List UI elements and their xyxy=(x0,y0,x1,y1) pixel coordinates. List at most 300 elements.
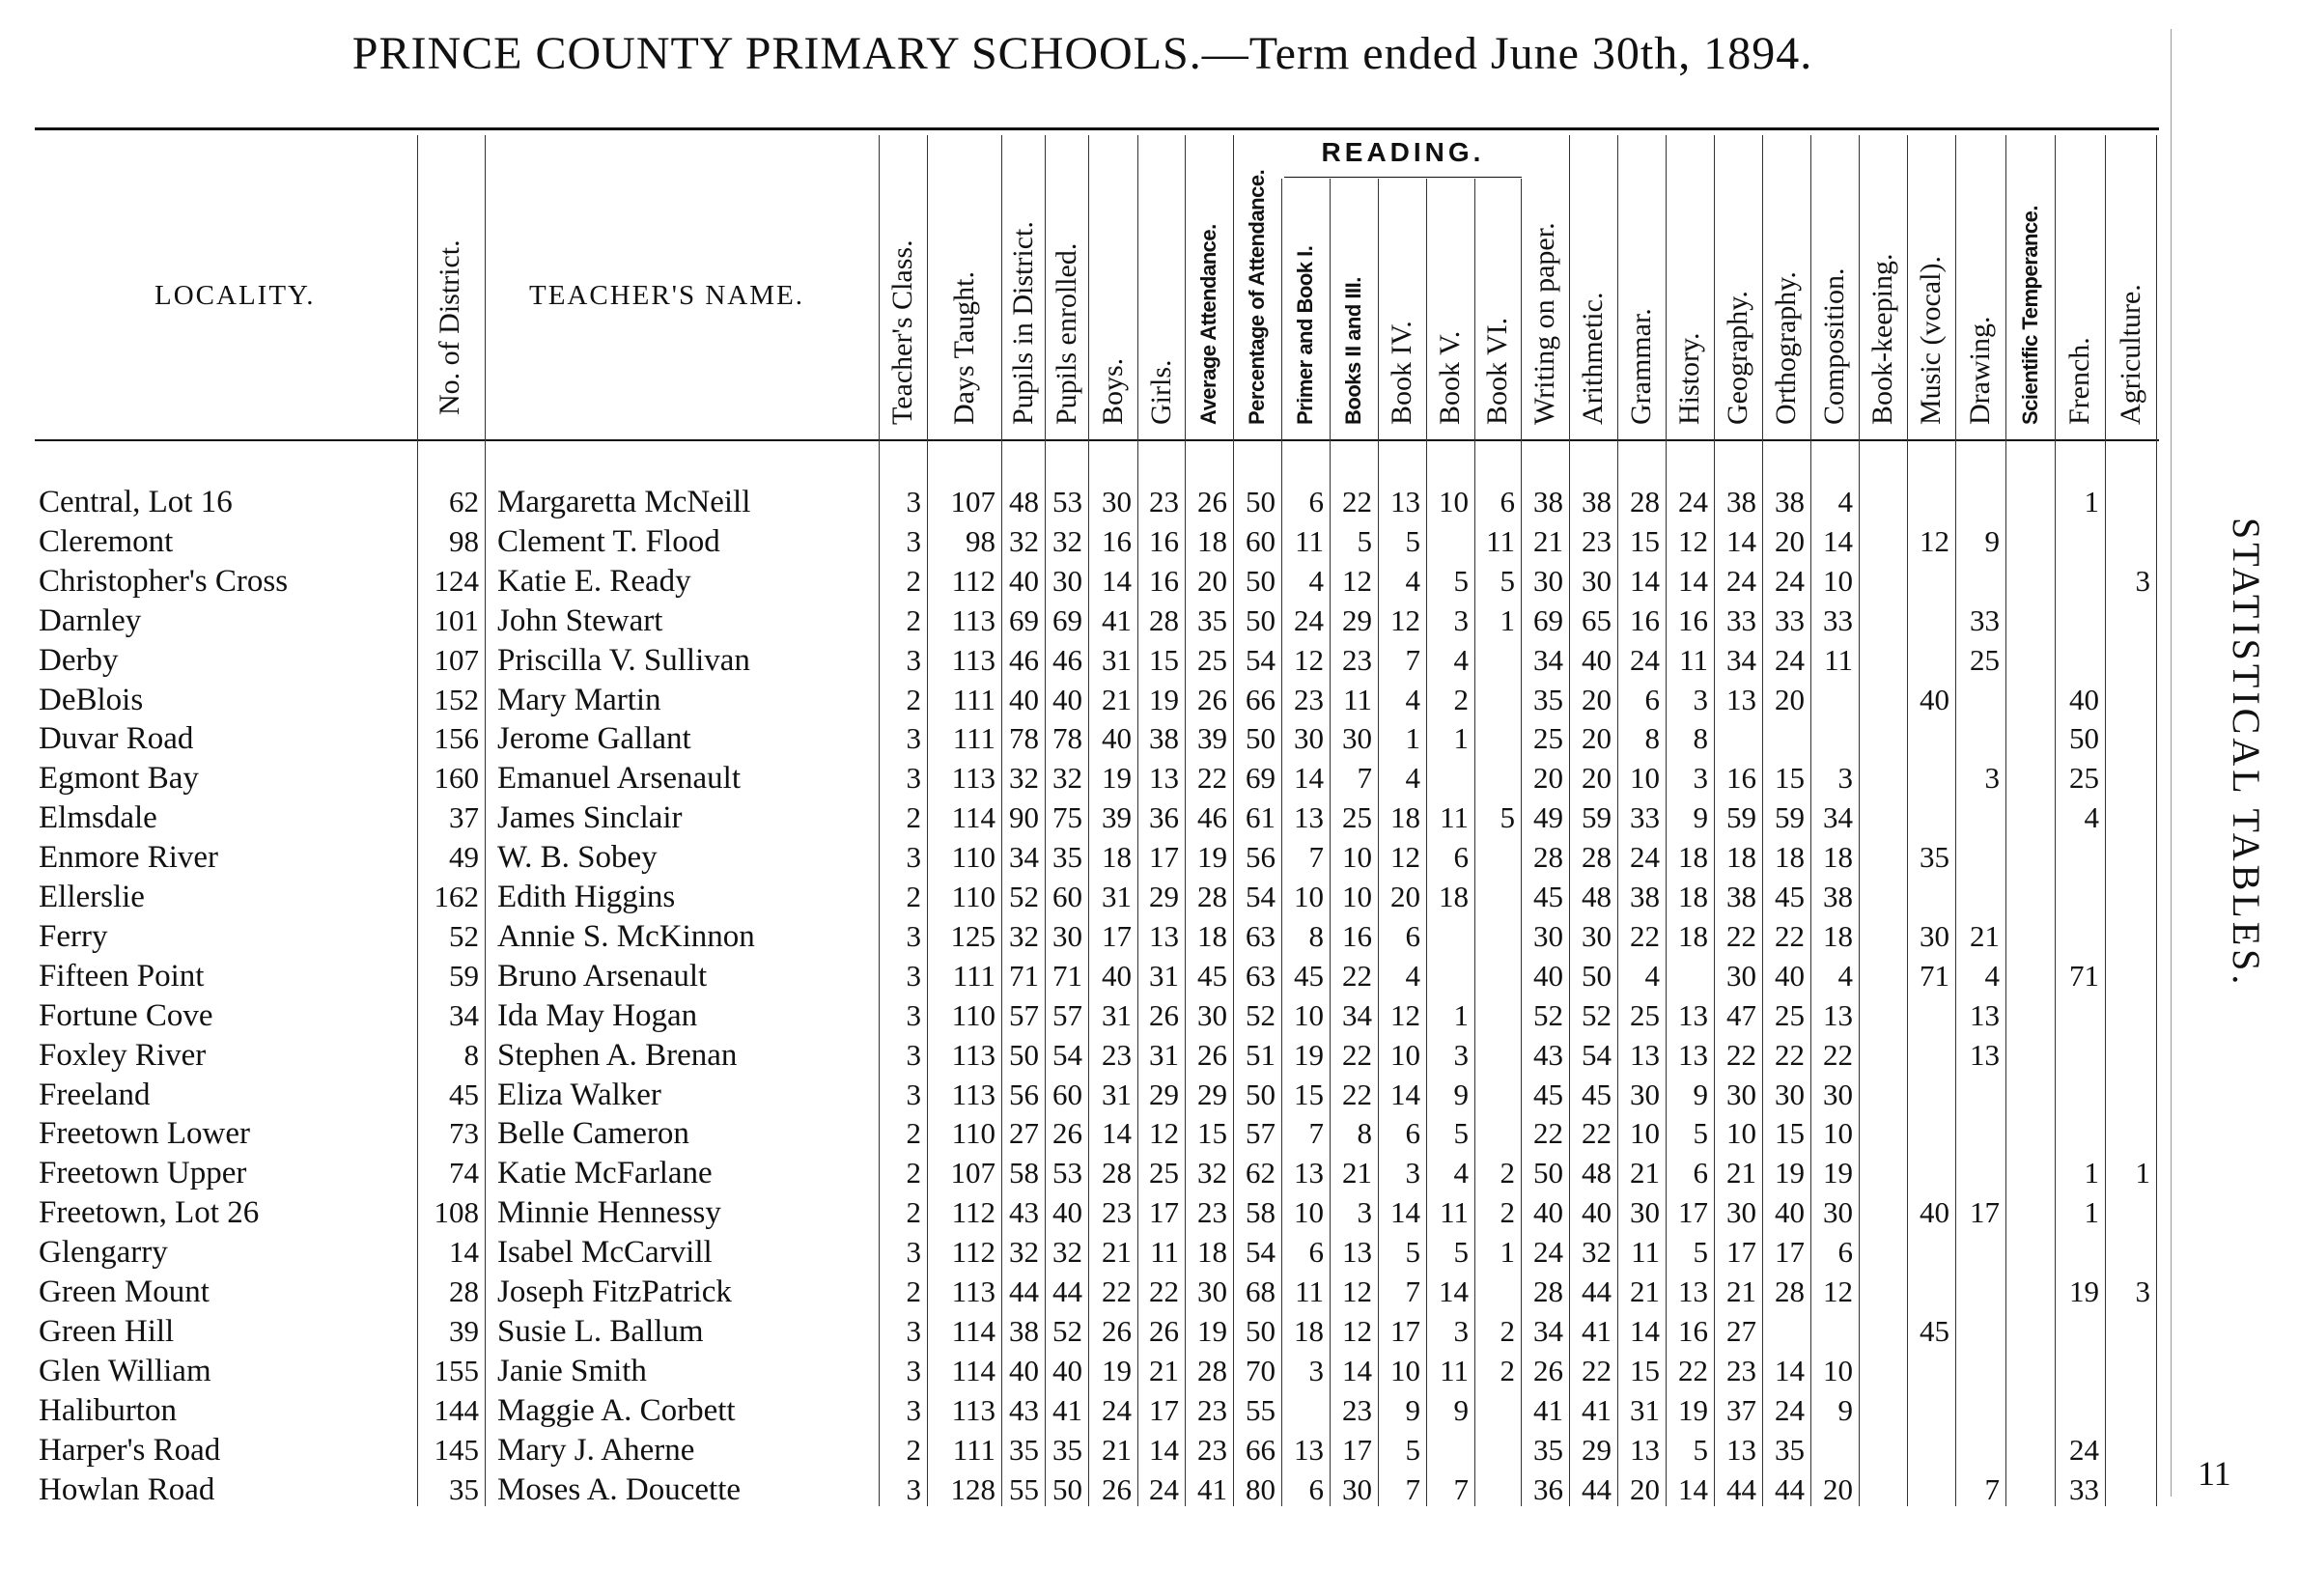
percentage-of-attendance-cell: 51 xyxy=(1246,1037,1276,1072)
pupils-enrolled-cell: 75 xyxy=(1052,800,1082,835)
teachers-class-cell: 3 xyxy=(906,721,921,756)
writing-on-paper-cell: 22 xyxy=(1533,1116,1563,1151)
header-pupils-enrolled: Pupils enrolled. xyxy=(1050,242,1082,425)
books-2-and-3-cell: 16 xyxy=(1342,918,1372,953)
french-cell: 1 xyxy=(2084,1195,2099,1230)
header-locality: LOCALITY. xyxy=(154,280,316,311)
primer-and-book-1-cell: 14 xyxy=(1294,761,1324,796)
girls-cell: 17 xyxy=(1149,1195,1179,1230)
pupils-in-district-cell: 32 xyxy=(1009,761,1039,796)
teachers-class-cell: 3 xyxy=(906,958,921,993)
writing-on-paper-cell: 34 xyxy=(1533,642,1563,677)
locality-cell: Elmsdale xyxy=(39,800,157,836)
teacher-cell: Priscilla V. Sullivan xyxy=(497,642,750,678)
primer-and-book-1-cell: 7 xyxy=(1308,840,1324,875)
teachers-class-cell: 3 xyxy=(906,918,921,953)
days-taught-cell: 112 xyxy=(951,1235,995,1270)
composition-cell: 18 xyxy=(1823,918,1853,953)
percentage-of-attendance-cell: 70 xyxy=(1246,1353,1276,1387)
composition-cell: 12 xyxy=(1823,1274,1853,1308)
teacher-cell: Maggie A. Corbett xyxy=(497,1392,736,1428)
book-4-cell: 14 xyxy=(1390,1077,1420,1111)
books-2-and-3-cell: 5 xyxy=(1357,523,1372,558)
teacher-cell: John Stewart xyxy=(497,602,663,638)
average-attendance-cell: 32 xyxy=(1197,1156,1227,1190)
primer-and-book-1-cell: 18 xyxy=(1294,1313,1324,1348)
boys-cell: 28 xyxy=(1102,1156,1132,1190)
percentage-of-attendance-cell: 57 xyxy=(1246,1116,1276,1151)
grammar-cell: 24 xyxy=(1630,840,1660,875)
orthography-cell: 24 xyxy=(1775,1392,1805,1427)
geography-cell: 24 xyxy=(1726,563,1756,598)
books-2-and-3-cell: 22 xyxy=(1342,958,1372,993)
writing-on-paper-cell: 30 xyxy=(1533,918,1563,953)
teachers-class-cell: 3 xyxy=(906,997,921,1032)
days-taught-cell: 128 xyxy=(950,1471,995,1506)
book-6-cell: 6 xyxy=(1500,485,1515,518)
geography-cell: 33 xyxy=(1726,602,1756,637)
orthography-cell: 22 xyxy=(1775,918,1805,953)
grammar-cell: 15 xyxy=(1630,1353,1660,1387)
district-cell: 101 xyxy=(434,602,479,637)
pupils-enrolled-cell: 44 xyxy=(1052,1274,1082,1308)
average-attendance-cell: 39 xyxy=(1197,721,1227,756)
locality-cell: Freetown Upper xyxy=(39,1156,247,1191)
header-boys: Boys. xyxy=(1096,357,1129,425)
percentage-of-attendance-cell: 56 xyxy=(1246,840,1276,875)
pupils-in-district-cell: 46 xyxy=(1009,642,1039,677)
book-4-cell: 7 xyxy=(1405,642,1420,677)
arithmetic-cell: 20 xyxy=(1582,721,1612,756)
orthography-cell: 30 xyxy=(1775,1077,1805,1111)
drawing-cell: 33 xyxy=(1970,602,2000,637)
orthography-cell: 20 xyxy=(1775,523,1805,558)
pupils-enrolled-cell: 50 xyxy=(1052,1471,1082,1506)
days-taught-cell: 107 xyxy=(950,485,995,518)
pupils-enrolled-cell: 26 xyxy=(1052,1116,1082,1151)
arithmetic-cell: 52 xyxy=(1582,997,1612,1032)
books-2-and-3-cell: 22 xyxy=(1342,1037,1372,1072)
drawing-cell: 13 xyxy=(1970,1037,2000,1072)
book-4-cell: 18 xyxy=(1390,800,1420,835)
history-cell: 11 xyxy=(1679,642,1708,677)
books-2-and-3-cell: 8 xyxy=(1357,1116,1372,1151)
average-attendance-cell: 30 xyxy=(1197,1274,1227,1308)
days-taught-cell: 114 xyxy=(951,1313,995,1348)
orthography-cell: 19 xyxy=(1775,1156,1805,1190)
teacher-cell: Eliza Walker xyxy=(497,1077,661,1112)
girls-cell: 26 xyxy=(1149,1313,1179,1348)
book-4-cell: 5 xyxy=(1405,523,1420,558)
teacher-cell: Edith Higgins xyxy=(497,880,676,914)
book-4-cell: 12 xyxy=(1390,997,1420,1032)
teachers-class-cell: 3 xyxy=(906,1392,921,1427)
locality-cell: Glengarry xyxy=(39,1235,168,1271)
composition-cell: 11 xyxy=(1824,642,1853,677)
primer-and-book-1-cell: 10 xyxy=(1294,1195,1324,1230)
girls-cell: 15 xyxy=(1149,642,1179,677)
history-cell: 13 xyxy=(1678,1037,1708,1072)
composition-cell: 3 xyxy=(1837,761,1853,796)
header-teacher: TEACHER'S NAME. xyxy=(529,280,804,311)
teachers-class-cell: 2 xyxy=(906,880,921,913)
history-cell: 3 xyxy=(1693,682,1708,716)
french-cell: 4 xyxy=(2084,800,2099,835)
primer-and-book-1-cell: 13 xyxy=(1294,1432,1324,1467)
locality-cell: Ellerslie xyxy=(39,880,145,914)
book-6-cell: 2 xyxy=(1500,1156,1515,1190)
boys-cell: 16 xyxy=(1102,523,1132,558)
days-taught-cell: 114 xyxy=(951,1353,995,1387)
arithmetic-cell: 30 xyxy=(1582,563,1612,598)
drawing-cell: 13 xyxy=(1970,997,2000,1032)
district-cell: 160 xyxy=(434,761,479,796)
average-attendance-cell: 18 xyxy=(1197,1235,1227,1270)
grammar-cell: 4 xyxy=(1644,958,1660,993)
locality-cell: Green Mount xyxy=(39,1274,210,1309)
arithmetic-cell: 48 xyxy=(1582,880,1612,913)
header-percentage-of-attendance: Percentage of Attendance. xyxy=(1245,169,1269,425)
girls-cell: 19 xyxy=(1149,682,1179,716)
girls-cell: 16 xyxy=(1149,563,1179,598)
writing-on-paper-cell: 35 xyxy=(1533,682,1563,716)
books-2-and-3-cell: 29 xyxy=(1342,602,1372,637)
book-4-cell: 4 xyxy=(1405,563,1420,598)
arithmetic-cell: 29 xyxy=(1582,1432,1612,1467)
book-4-cell: 3 xyxy=(1405,1156,1420,1190)
district-cell: 155 xyxy=(434,1353,479,1387)
arithmetic-cell: 50 xyxy=(1582,958,1612,993)
girls-cell: 21 xyxy=(1149,1353,1179,1387)
girls-cell: 16 xyxy=(1149,523,1179,558)
header-orthography: Orthography. xyxy=(1770,271,1802,425)
orthography-cell: 44 xyxy=(1775,1471,1805,1506)
book-5-cell: 6 xyxy=(1453,840,1469,875)
teacher-cell: Ida May Hogan xyxy=(497,997,698,1033)
reading-group-rule xyxy=(1284,177,1522,178)
drawing-cell: 21 xyxy=(1970,918,2000,953)
boys-cell: 14 xyxy=(1102,563,1132,598)
days-taught-cell: 125 xyxy=(950,918,995,953)
primer-and-book-1-cell: 15 xyxy=(1294,1077,1324,1111)
primer-and-book-1-cell: 13 xyxy=(1294,1156,1324,1190)
french-cell: 40 xyxy=(2069,682,2099,716)
writing-on-paper-cell: 35 xyxy=(1533,1432,1563,1467)
composition-cell: 10 xyxy=(1823,1353,1853,1387)
french-cell: 50 xyxy=(2069,721,2099,756)
primer-and-book-1-cell: 45 xyxy=(1294,958,1324,993)
book-5-cell: 11 xyxy=(1440,1353,1469,1387)
girls-cell: 13 xyxy=(1149,918,1179,953)
pupils-in-district-cell: 32 xyxy=(1009,918,1039,953)
boys-cell: 31 xyxy=(1102,1077,1132,1111)
composition-cell: 4 xyxy=(1837,958,1853,993)
pupils-enrolled-cell: 30 xyxy=(1052,563,1082,598)
header-music-vocal: Music (vocal). xyxy=(1915,256,1947,425)
geography-cell: 18 xyxy=(1726,840,1756,875)
days-taught-cell: 113 xyxy=(951,1077,995,1111)
header-book-keeping: Book-keeping. xyxy=(1866,253,1898,425)
books-2-and-3-cell: 22 xyxy=(1342,1077,1372,1111)
grammar-cell: 21 xyxy=(1630,1156,1660,1190)
book-6-cell: 11 xyxy=(1486,523,1515,558)
arithmetic-cell: 41 xyxy=(1582,1392,1612,1427)
book-5-cell: 7 xyxy=(1453,1471,1469,1506)
locality-cell: Howlan Road xyxy=(39,1471,215,1507)
boys-cell: 24 xyxy=(1102,1392,1132,1427)
teacher-cell: Belle Cameron xyxy=(497,1116,689,1152)
book-4-cell: 17 xyxy=(1390,1313,1420,1348)
pupils-enrolled-cell: 32 xyxy=(1052,1235,1082,1270)
header-agriculture: Agriculture. xyxy=(2114,284,2146,425)
primer-and-book-1-cell: 11 xyxy=(1295,523,1324,558)
column-divider xyxy=(1859,135,1860,1506)
days-taught-cell: 98 xyxy=(966,523,995,558)
grammar-cell: 30 xyxy=(1630,1195,1660,1230)
boys-cell: 21 xyxy=(1102,1235,1132,1270)
geography-cell: 34 xyxy=(1726,642,1756,677)
composition-cell: 18 xyxy=(1823,840,1853,875)
boys-cell: 23 xyxy=(1102,1037,1132,1072)
french-cell: 25 xyxy=(2069,761,2099,796)
percentage-of-attendance-cell: 50 xyxy=(1246,602,1276,637)
book-4-cell: 12 xyxy=(1390,840,1420,875)
teachers-class-cell: 3 xyxy=(906,1077,921,1111)
agriculture-cell: 3 xyxy=(2135,1274,2150,1308)
percentage-of-attendance-cell: 50 xyxy=(1246,1077,1276,1111)
book-6-cell: 1 xyxy=(1500,602,1515,637)
grammar-cell: 16 xyxy=(1630,602,1660,637)
girls-cell: 29 xyxy=(1149,880,1179,913)
pupils-enrolled-cell: 41 xyxy=(1052,1392,1082,1427)
teacher-cell: Margaretta McNeill xyxy=(497,485,751,519)
page-number: 11 xyxy=(2198,1454,2231,1493)
grammar-cell: 10 xyxy=(1630,761,1660,796)
teacher-cell: Janie Smith xyxy=(497,1353,647,1388)
boys-cell: 14 xyxy=(1102,1116,1132,1151)
orthography-cell: 40 xyxy=(1775,1195,1805,1230)
district-cell: 37 xyxy=(449,800,479,835)
percentage-of-attendance-cell: 54 xyxy=(1246,1235,1276,1270)
header-composition: Composition. xyxy=(1818,267,1850,425)
pupils-in-district-cell: 40 xyxy=(1009,563,1039,598)
music-vocal-cell: 40 xyxy=(1920,1195,1949,1230)
geography-cell: 21 xyxy=(1726,1156,1756,1190)
days-taught-cell: 113 xyxy=(951,642,995,677)
arithmetic-cell: 54 xyxy=(1582,1037,1612,1072)
teachers-class-cell: 2 xyxy=(906,1116,921,1151)
average-attendance-cell: 22 xyxy=(1197,761,1227,796)
orthography-cell: 17 xyxy=(1775,1235,1805,1270)
girls-cell: 25 xyxy=(1149,1156,1179,1190)
district-cell: 145 xyxy=(434,1432,479,1467)
teacher-cell: Jerome Gallant xyxy=(497,721,691,757)
district-cell: 62 xyxy=(449,485,479,518)
days-taught-cell: 113 xyxy=(951,1392,995,1427)
header-pupils-in-district: Pupils in District. xyxy=(1006,221,1039,425)
percentage-of-attendance-cell: 58 xyxy=(1246,1195,1276,1230)
arithmetic-cell: 44 xyxy=(1582,1274,1612,1308)
percentage-of-attendance-cell: 50 xyxy=(1246,721,1276,756)
books-2-and-3-cell: 25 xyxy=(1342,800,1372,835)
grammar-cell: 25 xyxy=(1630,997,1660,1032)
book-5-cell: 10 xyxy=(1439,485,1469,518)
days-taught-cell: 110 xyxy=(951,1116,995,1151)
district-cell: 144 xyxy=(434,1392,479,1427)
teachers-class-cell: 3 xyxy=(906,1353,921,1387)
french-cell: 19 xyxy=(2069,1274,2099,1308)
history-cell: 5 xyxy=(1693,1432,1708,1467)
book-6-cell: 2 xyxy=(1500,1353,1515,1387)
boys-cell: 30 xyxy=(1102,485,1132,518)
arithmetic-cell: 22 xyxy=(1582,1116,1612,1151)
percentage-of-attendance-cell: 80 xyxy=(1246,1471,1276,1506)
writing-on-paper-cell: 28 xyxy=(1533,1274,1563,1308)
grammar-cell: 24 xyxy=(1630,642,1660,677)
arithmetic-cell: 20 xyxy=(1582,761,1612,796)
pupils-enrolled-cell: 35 xyxy=(1052,840,1082,875)
agriculture-cell: 1 xyxy=(2135,1156,2150,1190)
orthography-cell: 24 xyxy=(1775,563,1805,598)
geography-cell: 23 xyxy=(1726,1353,1756,1387)
history-cell: 18 xyxy=(1678,840,1708,875)
girls-cell: 36 xyxy=(1149,800,1179,835)
pupils-in-district-cell: 44 xyxy=(1009,1274,1039,1308)
book-5-cell: 18 xyxy=(1439,880,1469,913)
books-2-and-3-cell: 3 xyxy=(1357,1195,1372,1230)
teacher-cell: Stephen A. Brenan xyxy=(497,1037,738,1073)
locality-cell: Fifteen Point xyxy=(39,958,205,994)
girls-cell: 23 xyxy=(1149,485,1179,518)
grammar-cell: 30 xyxy=(1630,1077,1660,1111)
locality-cell: Cleremont xyxy=(39,523,174,559)
girls-cell: 24 xyxy=(1149,1471,1179,1506)
days-taught-cell: 110 xyxy=(951,840,995,875)
teachers-class-cell: 2 xyxy=(906,1274,921,1308)
composition-cell: 9 xyxy=(1837,1392,1853,1427)
header-primer-and-book-1: Primer and Book I. xyxy=(1293,245,1317,425)
pupils-in-district-cell: 58 xyxy=(1009,1156,1039,1190)
arithmetic-cell: 20 xyxy=(1582,682,1612,716)
days-taught-cell: 112 xyxy=(951,563,995,598)
girls-cell: 28 xyxy=(1149,602,1179,637)
table-top-rule xyxy=(35,127,2159,130)
column-divider xyxy=(1474,179,1475,1506)
writing-on-paper-cell: 40 xyxy=(1533,958,1563,993)
arithmetic-cell: 40 xyxy=(1582,642,1612,677)
arithmetic-cell: 65 xyxy=(1582,602,1612,637)
book-6-cell: 2 xyxy=(1500,1195,1515,1230)
grammar-cell: 8 xyxy=(1644,721,1660,756)
grammar-cell: 38 xyxy=(1630,880,1660,913)
header-bottom-rule xyxy=(35,439,2159,441)
book-4-cell: 4 xyxy=(1405,682,1420,716)
writing-on-paper-cell: 50 xyxy=(1533,1156,1563,1190)
teachers-class-cell: 3 xyxy=(906,523,921,558)
drawing-cell: 4 xyxy=(1984,958,2000,993)
composition-cell: 10 xyxy=(1823,563,1853,598)
days-taught-cell: 113 xyxy=(951,1037,995,1072)
writing-on-paper-cell: 38 xyxy=(1533,485,1563,518)
composition-cell: 33 xyxy=(1823,602,1853,637)
locality-cell: Duvar Road xyxy=(39,721,194,757)
percentage-of-attendance-cell: 63 xyxy=(1246,918,1276,953)
header-drawing: Drawing. xyxy=(1964,316,1996,425)
books-2-and-3-cell: 10 xyxy=(1342,880,1372,913)
geography-cell: 10 xyxy=(1726,1116,1756,1151)
writing-on-paper-cell: 52 xyxy=(1533,997,1563,1032)
percentage-of-attendance-cell: 61 xyxy=(1246,800,1276,835)
book-4-cell: 1 xyxy=(1405,721,1420,756)
orthography-cell: 35 xyxy=(1775,1432,1805,1467)
writing-on-paper-cell: 40 xyxy=(1533,1195,1563,1230)
writing-on-paper-cell: 26 xyxy=(1533,1353,1563,1387)
books-2-and-3-cell: 34 xyxy=(1342,997,1372,1032)
book-5-cell: 5 xyxy=(1453,1235,1469,1270)
teachers-class-cell: 3 xyxy=(906,1313,921,1348)
boys-cell: 31 xyxy=(1102,997,1132,1032)
history-cell: 16 xyxy=(1678,1313,1708,1348)
percentage-of-attendance-cell: 69 xyxy=(1246,761,1276,796)
teacher-cell: Joseph FitzPatrick xyxy=(497,1274,732,1309)
average-attendance-cell: 18 xyxy=(1197,918,1227,953)
page-title: PRINCE COUNTY PRIMARY SCHOOLS.—Term ended June 30th, 1894. xyxy=(351,28,1813,79)
pupils-enrolled-cell: 52 xyxy=(1052,1313,1082,1348)
primer-and-book-1-cell: 24 xyxy=(1294,602,1324,637)
pupils-in-district-cell: 43 xyxy=(1009,1195,1039,1230)
locality-cell: Haliburton xyxy=(39,1392,177,1428)
column-divider-district xyxy=(417,135,418,1506)
history-cell: 14 xyxy=(1678,563,1708,598)
percentage-of-attendance-cell: 52 xyxy=(1246,997,1276,1032)
orthography-cell: 45 xyxy=(1775,880,1805,913)
writing-on-paper-cell: 21 xyxy=(1533,523,1563,558)
book-5-cell: 4 xyxy=(1453,1156,1469,1190)
percentage-of-attendance-cell: 50 xyxy=(1246,1313,1276,1348)
primer-and-book-1-cell: 10 xyxy=(1294,997,1324,1032)
days-taught-cell: 113 xyxy=(951,761,995,796)
books-2-and-3-cell: 30 xyxy=(1342,721,1372,756)
pupils-enrolled-cell: 78 xyxy=(1052,721,1082,756)
writing-on-paper-cell: 30 xyxy=(1533,563,1563,598)
book-5-cell: 14 xyxy=(1439,1274,1469,1308)
locality-cell: Derby xyxy=(39,642,119,678)
books-2-and-3-cell: 17 xyxy=(1342,1432,1372,1467)
book-4-cell: 13 xyxy=(1390,485,1420,518)
composition-cell: 20 xyxy=(1823,1471,1853,1506)
locality-cell: Ferry xyxy=(39,918,108,954)
book-4-cell: 7 xyxy=(1405,1471,1420,1506)
teacher-cell: Annie S. McKinnon xyxy=(497,918,755,954)
orthography-cell: 33 xyxy=(1775,602,1805,637)
girls-cell: 13 xyxy=(1149,761,1179,796)
percentage-of-attendance-cell: 54 xyxy=(1246,880,1276,913)
locality-cell: Fortune Cove xyxy=(39,997,213,1033)
book-4-cell: 9 xyxy=(1405,1392,1420,1427)
teachers-class-cell: 3 xyxy=(906,840,921,875)
percentage-of-attendance-cell: 63 xyxy=(1246,958,1276,993)
pupils-enrolled-cell: 54 xyxy=(1052,1037,1082,1072)
average-attendance-cell: 18 xyxy=(1197,523,1227,558)
geography-cell: 44 xyxy=(1726,1471,1756,1506)
column-divider xyxy=(2005,135,2006,1506)
agriculture-cell: 3 xyxy=(2135,563,2150,598)
boys-cell: 22 xyxy=(1102,1274,1132,1308)
locality-cell: Darnley xyxy=(39,602,142,638)
header-teachers-class: Teacher's Class. xyxy=(886,239,918,425)
pupils-in-district-cell: 55 xyxy=(1009,1471,1039,1506)
primer-and-book-1-cell: 11 xyxy=(1295,1274,1324,1308)
